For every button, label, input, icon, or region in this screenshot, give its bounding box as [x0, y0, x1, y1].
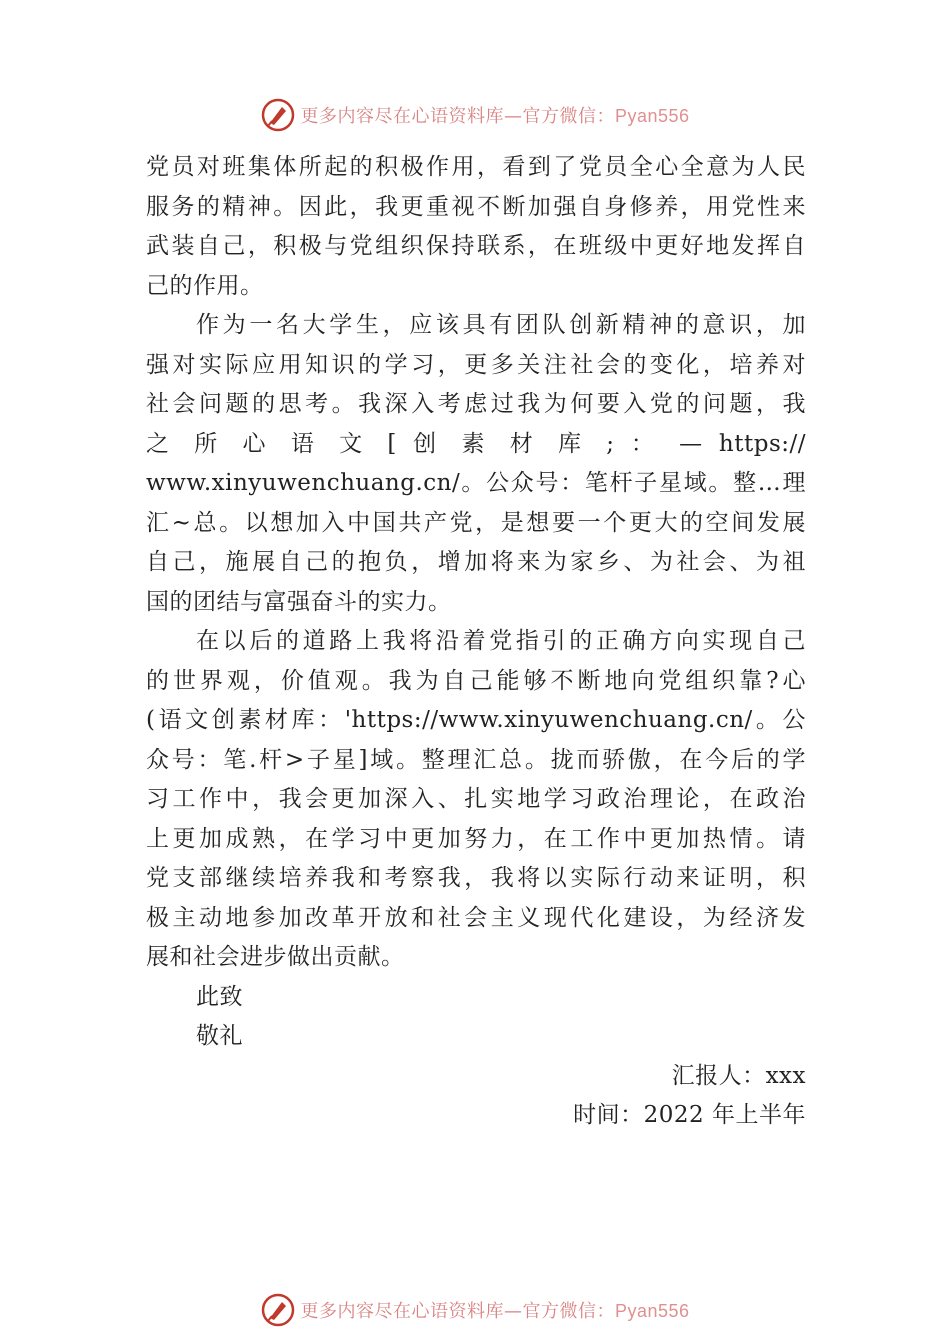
- reporter-signature: 汇报人：xxx: [671, 1062, 806, 1089]
- body-line: 武装自己，积极与党组织保持联系，在班级中更好地发挥自: [146, 233, 806, 259]
- body-line: 社会问题的思考。我深入考虑过我为何要入党的问题，我: [146, 391, 806, 417]
- page-header-watermark: [0, 95, 950, 135]
- body-line: 作为一名大学生，应该具有团队创新精神的意识，加: [196, 312, 806, 338]
- body-line: 己的作用。: [146, 272, 264, 299]
- body-line: 党员对班集体所起的积极作用，看到了党员全心全意为人民: [146, 154, 806, 180]
- closing-regards: 敬礼: [196, 1023, 243, 1049]
- closing-salutation: 此致: [196, 983, 243, 1010]
- page-footer-watermark: [0, 1290, 950, 1330]
- body-line: 众号：笔.杆>子星]域。整理汇总。拢而骄傲，在今后的学: [146, 746, 806, 773]
- body-line: 极主动地参加改革开放和社会主义现代化建设，为经济发: [146, 904, 806, 931]
- body-line: (语文创素材库：'https://www.xinyuwenchuang.cn/。公: [146, 707, 806, 733]
- watermark-text: 更多内容尽在心语资料库—官方微信：Pyan556: [300, 1301, 690, 1322]
- quill-logo-icon: [260, 1292, 296, 1328]
- body-line: 国的团结与富强奋斗的实力。: [146, 588, 452, 615]
- quill-logo-icon: [260, 97, 296, 133]
- body-line: 上更加成熟，在学习中更加努力，在工作中更加热情。请: [146, 825, 806, 852]
- body-line: www.xinyuwenchuang.cn/。公众号：笔杆子星域。整…理: [146, 470, 806, 496]
- report-date: 时间：2022 年上半年: [573, 1102, 806, 1128]
- body-line: 自己，施展自己的抱负，增加将来为家乡、为社会、为祖: [146, 549, 806, 575]
- body-line: 展和社会进步做出贡献。: [146, 944, 405, 970]
- body-line: 习工作中，我会更加深入、扎实地学习政治理论，在政治: [146, 786, 806, 812]
- body-line: 强对实际应用知识的学习，更多关注社会的变化，培养对: [146, 351, 806, 378]
- document-body: [146, 148, 806, 1136]
- body-line: 的世界观，价值观。我为自己能够不断地向党组织靠?心: [146, 667, 806, 694]
- body-line: 汇~总。以想加入中国共产党，是想要一个更大的空间发展: [146, 509, 806, 536]
- body-line: 服务的精神。因此，我更重视不断加强自身修养，用党性来: [146, 193, 806, 220]
- body-line: 之 所 心 语 文 [ 创 素 材 库 ; ： — https://: [146, 430, 806, 457]
- watermark-text: 更多内容尽在心语资料库—官方微信：Pyan556: [300, 106, 690, 127]
- body-line: 在以后的道路上我将沿着党指引的正确方向实现自己: [196, 628, 806, 654]
- body-line: 党支部继续培养我和考察我，我将以实际行动来证明，积: [146, 865, 806, 891]
